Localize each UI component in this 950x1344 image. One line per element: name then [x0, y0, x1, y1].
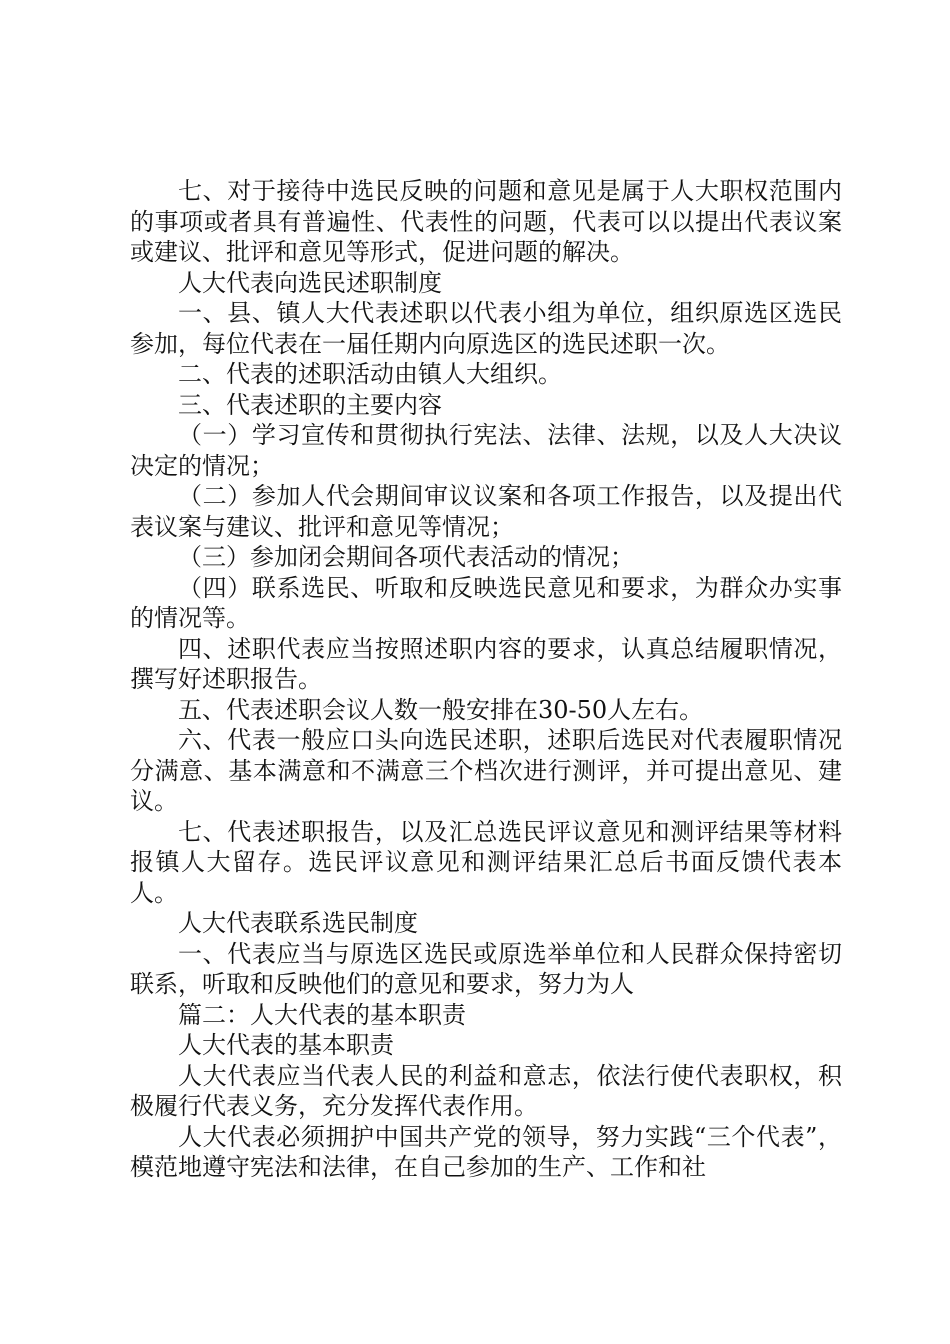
paragraph-8: （三）参加闭会期间各项代表活动的情况； — [178, 543, 634, 571]
paragraph-11: 五、代表述职会议人数一般安排在30-50人左右。 — [178, 695, 704, 724]
paragraph-3: 一、县、镇人大代表述职以代表小组为单位，组织原选区选民参加，每位代表在一届任期内向原选区的选民述职一次。 — [130, 299, 842, 358]
paragraph-6: （一）学习宣传和贯彻执行宪法、法律、法规，以及人大决议决定的情况； — [130, 421, 842, 480]
paragraph-12: 六、代表一般应口头向选民述职，述职后选民对代表履职情况分满意、基本满意和不满意三个档次进行测评，并可提出意见、建议。 — [130, 726, 842, 815]
paragraph-9: （四）联系选民、听取和反映选民意见和要求，为群众办实事的情况等。 — [130, 573, 842, 632]
section-heading-contact-system: 人大代表联系选民制度 — [178, 909, 418, 937]
paragraph-18: 人大代表应当代表人民的利益和意志，依法行使代表职权，积极履行代表义务，充分发挥代表作用。 — [130, 1061, 842, 1120]
chapter-heading: 篇二：人大代表的基本职责 — [178, 1000, 466, 1029]
paragraph-1: 七、对于接待中选民反映的问题和意见是属于人大职权范围内的事项或者具有普遍性、代表性的问题，代表可以以提出代表议案或建议、批评和意见等形式，促进问题的解决。 — [130, 177, 842, 266]
paragraph-10: 四、述职代表应当按照述职内容的要求，认真总结履职情况，撰写好述职报告。 — [130, 634, 842, 693]
paragraph-19: 人大代表必须拥护中国共产党的领导，努力实践“三个代表”，模范地遵守宪法和法律，在自己参加的生产、工作和社 — [130, 1122, 842, 1181]
section-heading-report-system: 人大代表向选民述职制度 — [178, 268, 442, 297]
section-heading-duties: 人大代表的基本职责 — [178, 1031, 394, 1059]
paragraph-13: 七、代表述职报告，以及汇总选民评议意见和测评结果等材料报镇人大留存。选民评议意见和测评结果汇总后书面反馈代表本人。 — [130, 817, 842, 907]
paragraph-7: （二）参加人代会期间审议议案和各项工作报告，以及提出代表议案与建议、批评和意见等情况； — [130, 482, 842, 541]
paragraph-15: 一、代表应当与原选区选民或原选举单位和人民群众保持密切联系，听取和反映他们的意见和要求，努力为人 — [130, 939, 842, 998]
paragraph-5: 三、代表述职的主要内容 — [178, 390, 442, 419]
document-page — [130, 176, 842, 1183]
paragraph-4: 二、代表的述职活动由镇人大组织。 — [178, 360, 562, 388]
